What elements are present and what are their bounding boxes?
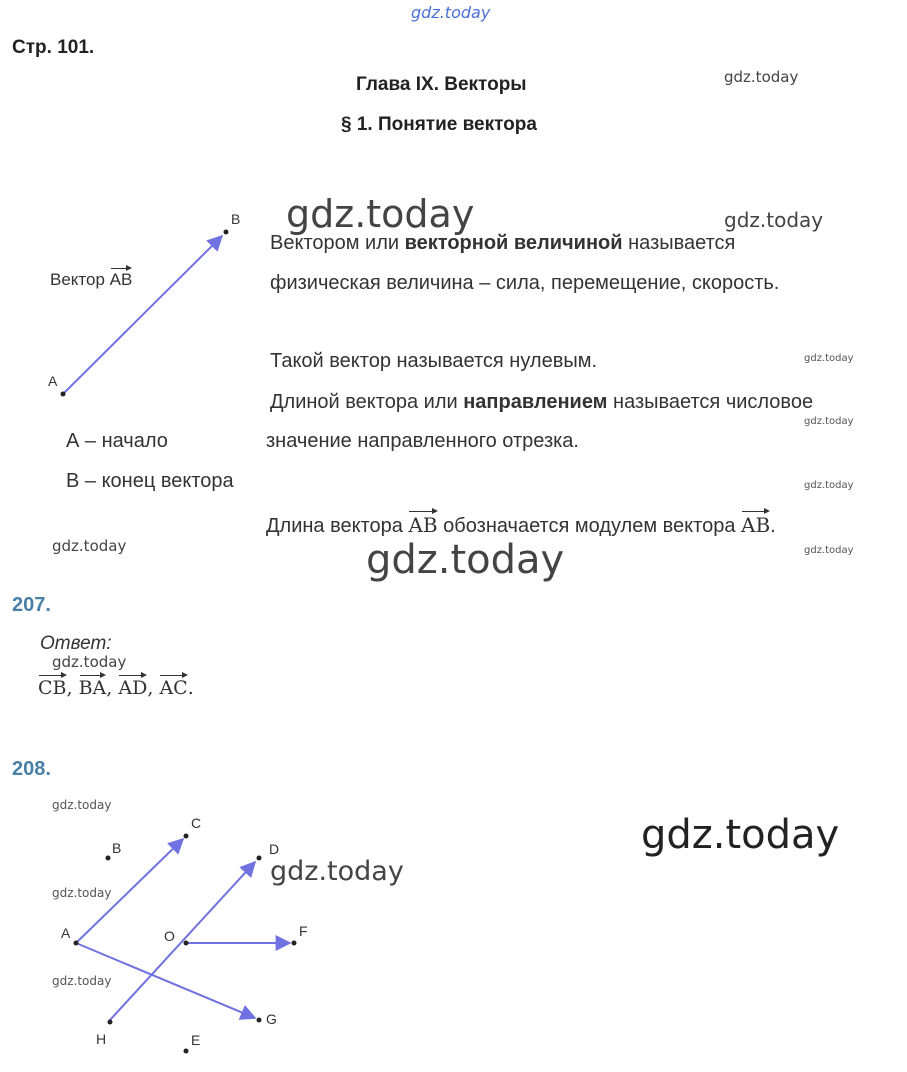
point-c-label: C [191, 815, 202, 831]
point-f-label: F [299, 923, 308, 939]
point-o-label: O [164, 928, 175, 944]
watermark: gdz.today [0, 1058, 5, 1059]
point-c-dot [184, 834, 189, 839]
watermark: gdz.today [52, 653, 127, 671]
task-208-number: 208. [12, 758, 51, 780]
watermark: gdz.today [366, 537, 565, 583]
point-g-label: G [266, 1011, 277, 1027]
theory-line-4: Длиной вектора или направлением называется числовое [270, 391, 814, 413]
point-e-dot [184, 1049, 189, 1054]
point-h-dot [108, 1020, 113, 1025]
point-e-label: E [191, 1032, 201, 1048]
vectors-diagram [40, 800, 340, 1070]
watermark: gdz.today [804, 545, 854, 556]
vector-ab-caption: Вектор AB [50, 270, 133, 289]
point-b-dot [106, 856, 111, 861]
watermark: gdz.today [52, 537, 127, 555]
vector-ab-line [63, 236, 222, 394]
watermark: gdz.today [270, 856, 404, 887]
point-o-dot [184, 941, 189, 946]
watermark: gdz.today [52, 974, 112, 988]
point-d-label: D [269, 841, 280, 857]
task-207-answer: CB, BA, AD, AC. [38, 677, 194, 699]
watermark: gdz.today [52, 798, 112, 812]
point-b-label: B [231, 211, 241, 227]
point-h-label: H [96, 1031, 107, 1047]
point-a-dot [61, 392, 66, 397]
task-207-answer-label: Ответ: [40, 633, 112, 654]
watermark: gdz.today [286, 192, 475, 236]
watermark: gdz.today [804, 480, 854, 491]
task-207-number: 207. [12, 594, 51, 616]
page-label: Стр. 101. [12, 37, 95, 58]
theory-line-2: физическая величина – сила, перемещение, скорость. [270, 272, 780, 294]
point-g-dot [257, 1018, 262, 1023]
vector-ag [76, 943, 255, 1018]
point-a-dot [74, 941, 79, 946]
theory-line-3: Такой вектор называется нулевым. [270, 350, 598, 372]
legend-end: В – конец вектора [66, 470, 234, 492]
vector-hd [110, 862, 255, 1020]
watermark: gdz.today [641, 812, 840, 858]
point-a-label: A [48, 373, 58, 389]
vector-ab-figure [40, 205, 260, 405]
point-b-label: B [112, 840, 122, 856]
point-f-dot [292, 941, 297, 946]
theory-line-6: Длина вектора AB обозначается модулем вектора AB. [266, 513, 776, 537]
watermark: gdz.today [724, 208, 824, 232]
watermark: gdz.today [724, 68, 799, 86]
chapter-title: Глава IX. Векторы [356, 74, 527, 95]
point-a-label: A [61, 925, 71, 941]
legend-start: А – начало [66, 430, 168, 452]
point-b-dot [224, 230, 229, 235]
watermark: gdz.today [804, 353, 854, 364]
theory-line-1: Вектором или векторной величиной называется [270, 232, 736, 254]
watermark: gdz.today [52, 886, 112, 900]
point-d-dot [257, 856, 262, 861]
theory-line-5: значение направленного отрезка. [266, 430, 579, 452]
section-title: § 1. Понятие вектора [341, 114, 537, 135]
watermark-top: gdz.today [411, 3, 491, 22]
watermark: gdz.today [804, 416, 854, 427]
